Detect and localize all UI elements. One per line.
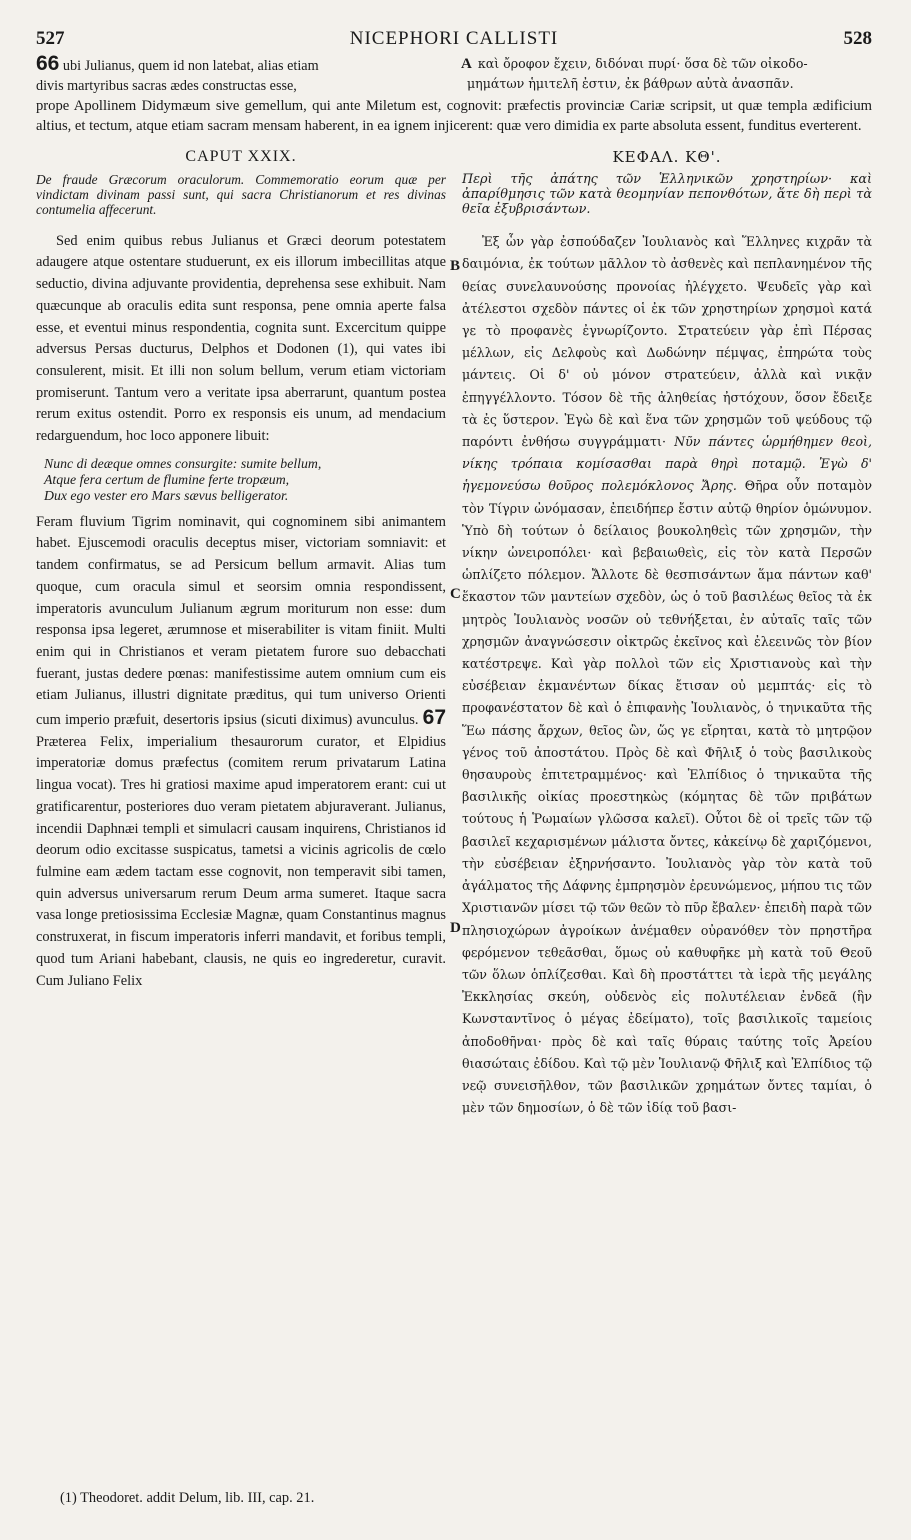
latin-paragraph-1: Sed enim quibus rebus Julianus et Græci deorum potestatem adaugere atque ostentare studuerunt, ex eis illorum imbecillitas atque seductio, divina adjuvante providentia, deprehensa sese exhibuit. Nam quæcunque ab oraculis edita sunt responsa, pene omnia aperte falsa esse, et eventui minus respondentia, cognita sunt. Excercitum quippe adversus Persas ducturus, Delphos et Dodonen (1), qui vates ibi consulerent, misit. Et illi non solum bellum, verum etiam victoriam promiserunt. Tantum vero a veritate ipsa aberrarunt, quantum postea rerum exitus ostendit. Porro ex responsis eis unum, ad mendacium redarguendum, hoc loco apponere libuit:	[36, 232, 446, 445]
main-columns	[36, 146, 872, 1119]
greek-column	[462, 146, 872, 1119]
latin-paragraph-2	[36, 512, 446, 992]
section-number-66: 66	[36, 52, 60, 75]
running-title: NICEPHORI CALLISTI	[349, 28, 559, 49]
top-latin	[36, 54, 456, 96]
greek-chapter-heading: ΚΕΦΑΛ. ΚΘ'.	[612, 148, 722, 166]
greek-chapter-summary: Περὶ τῆς ἀπάτης τῶν Ἑλληνικῶν χρηστηρίων· καὶ ἀπαρίθμησις τῶν κατὰ θεομηνίαν πεπονθότων, ἅτε δὴ περὶ τὰ θεῖα ἐξυβρισάντων.	[462, 172, 872, 218]
latin-paragraph-2b: Præterea Felix, imperialium thesaurorum curator, et Elpidius imperatoriæ domus præfectus (comitem rerum privatarum Latina lingua vocat). Tres hi gratiosi maxime apud imperatorem erant: cui ut gratificarentur, posteriores duo veram pietatem abjuraverant. Julianus, incendii Daphnæi templi et simulacri causam inquirens, Christianos id deorum odio excitasse suspicatus, tametsi a vicinis agricolis de cœlo fulmine eam ædem tactam esse cognovit, non temperavit sibi tamen, quin adversus universarum rerum Deum arma sumeret. Itaque sacra vasa longe pretiosissima Ecclesiæ Magnæ, quam Constantinus magnus construxerat, in fiscum imperatoris inferri mandavit, et foribus templi, quod tum Ariani habebant, clausis, ne quis eo ingrederetur, curavit. Cum Juliano Felix	[36, 733, 446, 989]
top-latin-continuation: prope Apollinem Didymæum sive gemellum, qui ante Miletum est, cognovit: præfectis provinciæ Cariæ scripsit, ut quæ templa ædificium altius, et tectum, atque etiam sacram mensam haberent, in ea ignem injicerent: quæ vero dimidia ex parte absoluta essent, funditus everterent.	[36, 98, 872, 134]
margin-letter-b: B	[450, 258, 461, 274]
latin-paragraph-2a: Feram fluvium Tigrim nominavit, qui cognominem sibi animantem habet. Ejuscemodi oraculis deceptus miser, victoriam somniavit: et tandem confirmatus, se ad Persicum bellum armavit. Alias tum quoque, cum oracula simul et seorsim omnia respondissent, imperatoris avunculum Julianum ægrum moriturum non esse: dum responsa ipsa legeret, ærumnose et miserabiliter is vitam finiit. Multi enim qui in Christianos et veram pietatem furore suo debacchati fuerant, justas dedere pœnas: manifestissime autem omnium cum eis etiam Julianus, illustri dignitate præditus, qui tum universo Orienti cum imperio præfuit, desertoris ipsius (sicuti diximus) avunculus.	[36, 513, 446, 729]
section-number-67: 67	[422, 706, 446, 730]
top-greek-line1: καὶ ὄροφον ἔχειν, διδόναι πυρί· ὅσα δὲ τῶν οἰκοδο-	[477, 56, 808, 71]
greek-paragraph-1-text: Ἐξ ὧν γὰρ ἐσπούδαζεν Ἰουλιανὸς καὶ Ἕλληνες κιχρᾶν τὰ δαιμόνια, ἐκ τούτων μᾶλλον τὸ ἀσθενὲς καὶ πεπλανημένον τῆς θείας συνελαυνούσης προνοίας ἠλέγχετο. Ψευδεῖς γὰρ καὶ ἀτέλεστοι σχεδὸν πάντες οἱ ἐκ τῶν χρηστηρίων χρησμοὶ κατά γε τὸ προφανὲς ἐγνωρίζοντο. Στρατεύειν γὰρ ἐπὶ Πέρσας μέλλων, εἰς Δελφοὺς καὶ Δωδώνην πέμψας, ἐπηρώτα τοὺς μάντεις. Οἱ δ' οὐ μόνον στρατεύειν, ἀλλὰ καὶ νικᾷν ἐπηγγέλλοντο. Τόσον δὲ τῆς ἀληθείας ἠστόχουν, ὅσον ἔδειξε τὰ ἐς ὕστερον. Ἐγὼ δὲ καὶ ἕνα τῶν χρησμῶν τοῦ ψεύδους τῷ παρόντι ἐνθήσω συγγράμματι·	[462, 234, 872, 450]
page-number-left: 527	[36, 28, 65, 49]
verse-line-2: Atque fera certum de flumine ferte tropæum,	[44, 471, 290, 487]
top-latin-line1: ubi Julianus, quem id non latebat, alias etiam	[62, 58, 319, 74]
top-latin-line2: divis martyribus sacras ædes constructas esse,	[36, 78, 297, 94]
greek-oracle-verse: Νῦν πάντες ὡρμήθημεν θεοὶ, νίκης τρόπαια κομίσασθαι παρὰ θηρὶ ποταμῷ. Ἐγὼ δ' ἡγεμονεύσω θοῦρος πολεμόκλονος Ἄρης.	[462, 434, 872, 494]
greek-paragraph-2: Θῆρα οὖν ποταμὸν τὸν Τίγριν ὠνόμασαν, ἐπειδήπερ ἔστιν αὐτῷ θηρίον ὁμώνυμον. Ὑπὸ δὴ τούτων ὁ δείλαιος βουκοληθεὶς τῶν χρησμῶν, τὴν νίκην ὠνειροπόλει· καὶ βεβαιωθεὶς, εἰς τὸν κατὰ Περσῶν ὡπλίζετο πόλεμον. Ἄλλοτε δὲ θεσπισάντων ἅμα πάντων καθ' ἕκαστον τῶν μαντείων σχεδὸν, ὡς ὁ τοῦ βασιλέως θεῖος τὰ ἐκ μητρὸς Ἰουλιανὸς νοσῶν οὐ τεθνήξεται, ἐν αὐταῖς ταῖς τῶν χρησμῶν ἀναγνώσεσιν οἰκτρῶς ἐκεῖνος καὶ ἐλεεινῶς τὸν βίον κατέστρεψε. Καὶ γὰρ πολλοὶ τῶν εἰς Χριστιανοὺς καὶ τὴν εὐσέβειαν ἐκμανέντων δίκας ἔτισαν οὐ μεμπτάς· εἰς τὸ προφανέστατον δὲ καὶ ὁ ἐπιφανὴς Ἰουλιανὸς, ὁ τηνικαῦτα τῆς Ἕω πάσης ἄρχων, θεῖος ὢν, ὥς γε εἴρηται, κατὰ τὸ μητρῷον γένος τοῦ ἀποστάτου. Πρὸς δὲ καὶ Φῆλιξ ὁ τοὺς βασιλικοὺς θησαυροὺς ἐπιτετραμμένος· καὶ Ἐλπίδιος ὁ τηνικαῦτα τῆς βασιλικῆς οἰκίας προεστηκὼς (κόμητας δὲ τῶν πριβάτων τούτους ἡ Ῥωμαίων γλῶσσα καλεῖ). Οὗτοι δὲ οἱ τρεῖς τῶν τῷ βασιλεῖ κεχαρισμένων μάλιστα ὄντες, κἀκείνῳ δὲ χαριζόμενοι, τὴν εὐσέβειαν ἐξηρνήσαντο. Ἰουλιανὸς γὰρ τὸν κατὰ τοῦ ἀγάλματος τῆς Δάφνης ἐμπρησμὸν ἐρευνώμενος, μήπου τις τῶν Χριστιανῶν μίσει τῷ τῶν θεῶν τὸ πῦρ ἔβαλεν· ἐπειδὴ παρὰ τῶν πλησιοχώρων ἀγροίκων ἀνέμαθεν οὐρανόθεν τὸν πρηστῆρα φερόμενον τεθεᾶσθαι, ὅμως οὐ καθυφῆκε μὴ κατὰ τοῦ Θεοῦ τῶν ὅλων ὁπλίζεσθαι. Καὶ δὴ προστάττει τὰ ἱερὰ τῆς μεγάλης Ἐκκλησίας σκεύη, οὐδενὸς εἰς πολυτέλειαν ἐνδεᾶ (ἣν Κωνσταντῖνος ὁ μέγας ἐδείματο), τοῖς βασιλικοῖς ταμείοις ἀποδοθῆναι· πρὸς δὲ καὶ ταῖς θύραις ταύτης τοῖς Ἀρείου θιασώταις ἐδίδου. Καὶ τῷ μὲν Ἰουλιανῷ Φῆλιξ καὶ Ἐλπίδιος τῷ νεῷ συνεισῆλθον, τῶν βασιλικῶν χρημάτων ὄντες ταμίαι, ὁ μὲν τῶν δημοσίων, ὁ δὲ τῶν ἰδίᾳ τοῦ βασι-	[462, 478, 872, 1116]
latin-chapter-summary: De fraude Græcorum oraculorum. Commemoratio eorum quæ per vindictam divinam passi sunt, qui sacra Christianorum et res divinas contumelia affecerunt.	[36, 171, 446, 217]
latin-chapter-heading: CAPUT XXIX.	[185, 148, 297, 165]
latin-oracle-verse	[44, 456, 446, 504]
top-greek-line2: μημάτων ἡμιτελῆ ἐστιν, ἐκ βάθρων αὐτὰ ἀνασπᾶν.	[467, 76, 794, 91]
top-two-columns	[36, 54, 872, 96]
greek-paragraph-1	[462, 231, 872, 1119]
margin-letter-c: C	[450, 586, 461, 602]
margin-letter-d: D	[450, 920, 461, 936]
verse-line-1: Nunc di deæque omnes consurgite: sumite bellum,	[44, 455, 322, 471]
top-greek	[461, 54, 872, 96]
latin-column	[36, 146, 446, 1119]
footnote: (1) Theodoret. addit Delum, lib. III, cap. 21.	[60, 1490, 315, 1506]
page	[36, 28, 872, 1518]
page-header	[36, 28, 872, 54]
verse-line-3: Dux ego vester ero Mars sævus belligerator.	[44, 487, 289, 503]
margin-letter-a: A	[461, 56, 472, 72]
page-number-right: 528	[843, 28, 872, 49]
